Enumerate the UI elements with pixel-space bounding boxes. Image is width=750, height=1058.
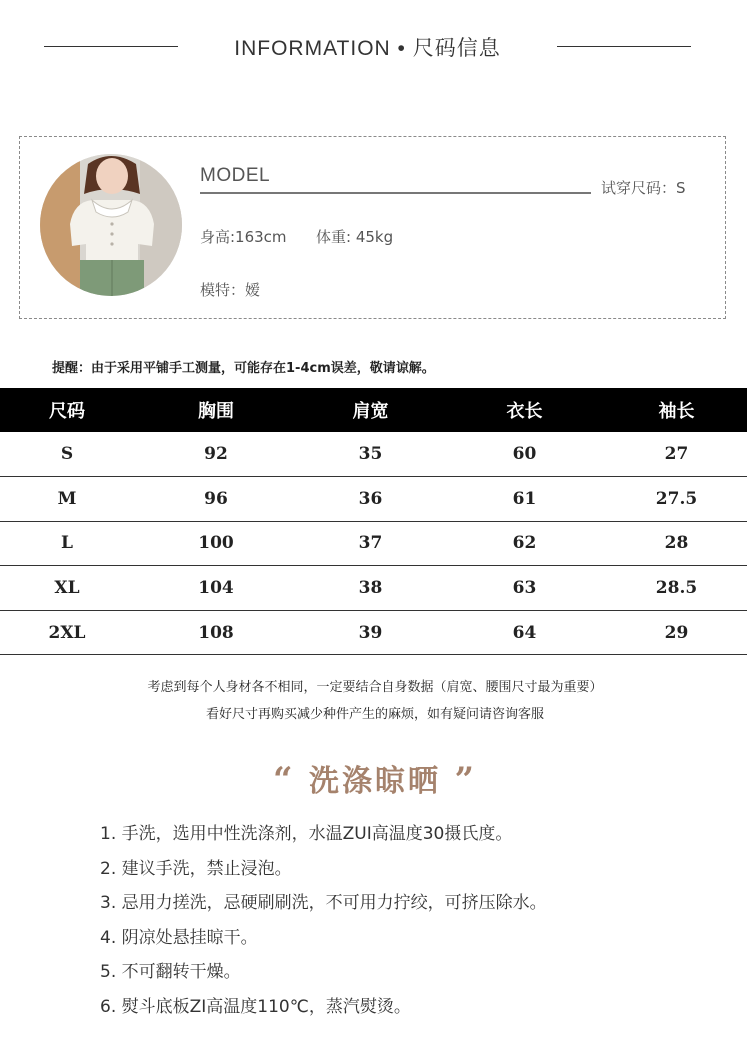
- care-section-title: [0, 756, 750, 800]
- cell-bust: 96: [134, 477, 298, 522]
- size-table-header-row: [0, 388, 747, 432]
- cell-shoulder: 35: [298, 432, 443, 477]
- cell-length: 64: [443, 610, 606, 655]
- cell-sleeve: 28: [606, 521, 747, 566]
- table-row: [0, 432, 747, 477]
- cell-bust: 104: [134, 566, 298, 611]
- cell-length: 60: [443, 432, 606, 477]
- size-table: [0, 388, 747, 655]
- model-underline: [200, 192, 591, 194]
- list-item: 6. 熨斗底板ZI高温度110℃，蒸汽熨烫。: [100, 996, 411, 1017]
- open-quote: “: [272, 760, 296, 800]
- header-bust: 胸围: [134, 388, 298, 432]
- cell-sleeve: 28.5: [606, 566, 747, 611]
- table-row: [0, 477, 747, 522]
- cell-size: S: [0, 432, 134, 477]
- cell-size: L: [0, 521, 134, 566]
- table-row: [0, 521, 747, 566]
- cell-length: 62: [443, 521, 606, 566]
- table-row: [0, 566, 747, 611]
- table-row: [0, 610, 747, 655]
- section-header: [0, 30, 750, 64]
- cell-shoulder: 38: [298, 566, 443, 611]
- list-item: 1. 手洗，选用中性洗涤剂，水温ZUI高温度30摄氏度。: [100, 824, 513, 844]
- cell-size: M: [0, 477, 134, 522]
- cell-bust: 100: [134, 521, 298, 566]
- measurement-tip: 提醒：由于采用平铺手工测量，可能存在1-4cm误差，敬请谅解。: [52, 361, 435, 376]
- section-title: INFORMATION • 尺码信息: [234, 37, 501, 60]
- header-divider-left: [44, 46, 178, 47]
- model-label: MODEL: [200, 165, 271, 186]
- close-quote: ”: [454, 760, 478, 800]
- cell-sleeve: 27.5: [606, 477, 747, 522]
- header-shoulder: 肩宽: [298, 388, 443, 432]
- cell-sleeve: 29: [606, 610, 747, 655]
- fit-advice-line-2: 看好尺寸再购买减少种件产生的麻烦，如有疑问请咨询客服: [205, 707, 544, 722]
- header-length: 衣长: [443, 388, 606, 432]
- cell-shoulder: 37: [298, 521, 443, 566]
- cell-bust: 92: [134, 432, 298, 477]
- header-divider-right: [557, 46, 691, 47]
- header-sleeve: 袖长: [606, 388, 747, 432]
- model-info-card: [19, 136, 726, 319]
- cell-length: 63: [443, 566, 606, 611]
- list-item: 4. 阴凉处悬挂晾干。: [100, 927, 258, 948]
- cell-length: 61: [443, 477, 606, 522]
- header-size: 尺码: [0, 388, 134, 432]
- cell-shoulder: 36: [298, 477, 443, 522]
- list-item: 5. 不可翻转干燥。: [100, 962, 241, 983]
- try-size-text: 试穿尺码：S: [601, 179, 686, 197]
- care-title-text: 洗涤晾晒: [309, 764, 441, 799]
- list-item: 2. 建议手洗，禁止浸泡。: [100, 858, 292, 879]
- list-item: 3. 忌用力搓洗，忌硬刷刷洗，不可用力拧绞，可挤压除水。: [100, 893, 547, 914]
- cell-sleeve: 27: [606, 432, 747, 477]
- fit-advice-line-1: 考虑到每个人身材各不相同，一定要结合自身数据（肩宽、腰围尺寸最为重要）: [147, 680, 603, 695]
- cell-size: 2XL: [0, 610, 134, 655]
- cell-size: XL: [0, 566, 134, 611]
- cell-bust: 108: [134, 610, 298, 655]
- care-instructions-list: [100, 820, 720, 1028]
- model-photo: [40, 154, 182, 296]
- model-name: 模特：嫒: [200, 281, 261, 299]
- model-weight: 体重: 45kg: [316, 228, 394, 246]
- cell-shoulder: 39: [298, 610, 443, 655]
- model-height: 身高:163cm: [200, 228, 287, 246]
